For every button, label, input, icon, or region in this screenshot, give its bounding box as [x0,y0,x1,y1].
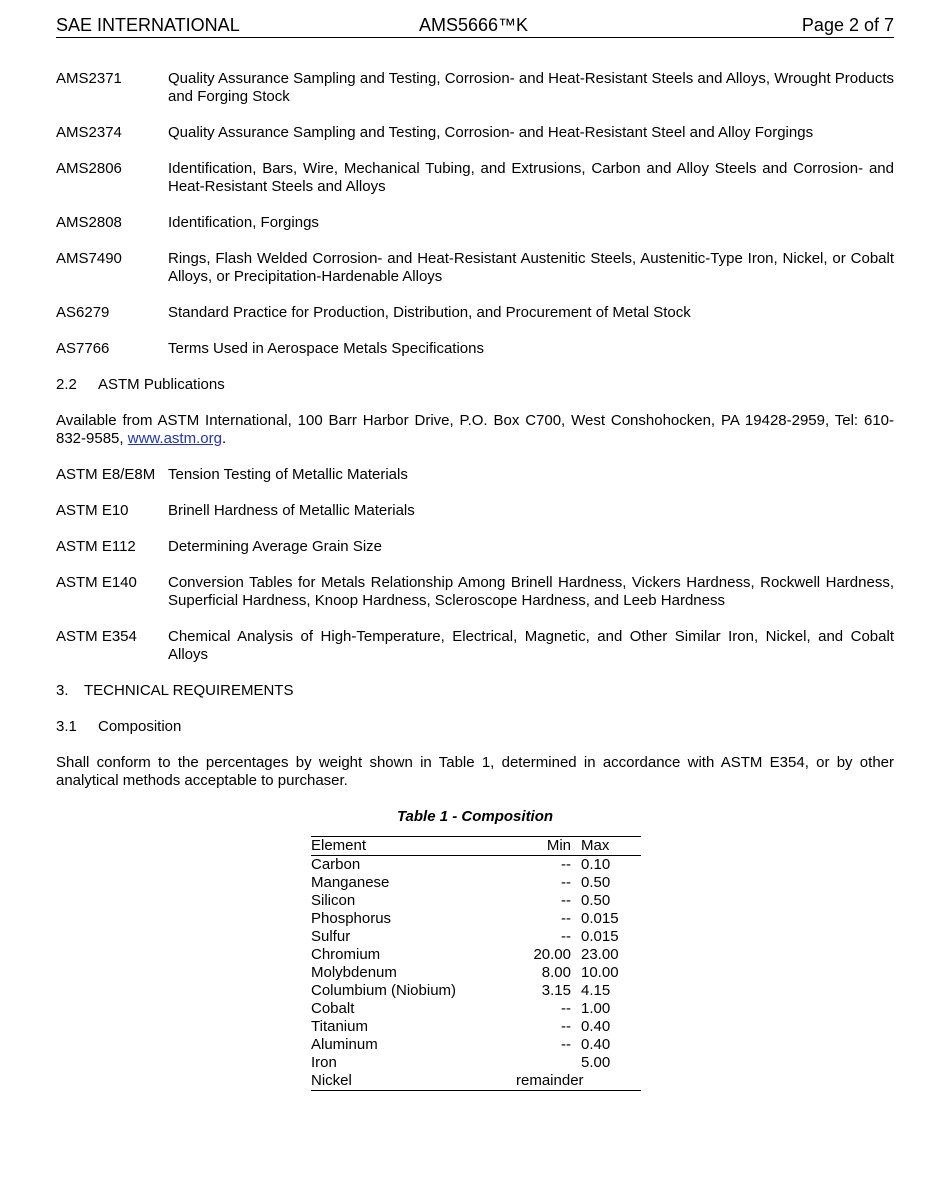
col-header-max: Max [581,837,610,854]
table-row: Sulfur -- 0.015 [311,928,619,945]
reference-item: ASTM E140 Conversion Tables for Metals Relationship Among Brinell Hardness, Vickers Hardness, Rockwell Hardness, Superficial Hardness, Knoop Hardness, Scleroscope Hardness, and Leeb Hardness [56,574,894,609]
ams-reference-list [56,70,894,358]
table-row: Columbium (Niobium) 3.15 4.15 [311,982,611,999]
table-row: Carbon -- 0.10 [311,856,611,873]
section-heading-2-2: 2.2 ASTM Publications [56,376,225,393]
section-heading-3: 3. TECHNICAL REQUIREMENTS [56,682,294,699]
header-org: SAE INTERNATIONAL [56,15,240,35]
section-heading-3-1: 3.1 Composition [56,718,182,735]
table-row: Chromium 20.00 23.00 [311,946,619,963]
table-row: Phosphorus -- 0.015 [311,910,619,927]
table-row: Cobalt -- 1.00 [311,1000,611,1017]
header-page-number: Page 2 of 7 [801,15,894,35]
reference-item: ASTM E8/E8M Tension Testing of Metallic Materials [56,466,408,483]
reference-item: AS6279 Standard Practice for Production, Distribution, and Procurement of Metal Stock [56,304,691,321]
reference-item: AMS2806 Identification, Bars, Wire, Mechanical Tubing, and Extrusions, Carbon and Alloy Steels and Corrosion- and Heat-Resistant Steels and Alloys [56,160,894,195]
table-row: Molybdenum 8.00 10.00 [311,964,619,981]
reference-item: ASTM E10 Brinell Hardness of Metallic Materials [56,502,415,519]
reference-item: AMS2808 Identification, Forgings [56,214,319,231]
reference-item: ASTM E112 Determining Average Grain Size [56,538,382,555]
astm-reference-list [56,466,894,664]
composition-paragraph: Shall conform to the percentages by weight shown in Table 1, determined in accordance with ASTM E354, or by other analytical methods acceptable to purchaser. [56,754,894,789]
table-row: Silicon -- 0.50 [311,892,611,909]
reference-item: AMS7490 Rings, Flash Welded Corrosion- and Heat-Resistant Austenitic Steels, Austenitic-Type Iron, Nickel, or Cobalt Alloys, or Precipitation-Hardenable Alloys [56,250,894,285]
reference-item: ASTM E354 Chemical Analysis of High-Temperature, Electrical, Magnetic, and Other Similar Iron, Nickel, and Cobalt Alloys [56,628,894,663]
reference-item: AMS2374 Quality Assurance Sampling and Testing, Corrosion- and Heat-Resistant Steel and Alloy Forgings [56,124,814,141]
col-header-element: Element [311,837,367,854]
reference-item: AS7766 Terms Used in Aerospace Metals Specifications [56,340,484,357]
table-header-row [311,837,641,856]
header-doc-id: AMS5666™K [419,15,529,35]
table-row: Manganese -- 0.50 [311,874,611,891]
astm-availability-paragraph: Available from ASTM International, 100 Barr Harbor Drive, P.O. Box C700, West Conshohocken, PA 19428-2959, Tel: 610-832-9585, www.astm.org. [56,412,894,447]
table-caption: Table 1 - Composition [396,808,554,825]
astm-website-link[interactable]: www.astm.org [127,430,222,447]
reference-item: AMS2371 Quality Assurance Sampling and Testing, Corrosion- and Heat-Resistant Steels and Alloys, Wrought Products and Forging Stock [56,70,894,105]
composition-table-body [311,856,641,1091]
table-row: Iron 5.00 [311,1054,611,1071]
page-header [56,14,894,38]
table-row: Aluminum -- 0.40 [311,1036,611,1053]
table-row: Titanium -- 0.40 [311,1018,611,1035]
col-header-min: Min [546,837,571,854]
composition-table [311,836,641,1091]
document-page [56,14,894,1089]
table-row: Nickel remainder [311,1072,641,1091]
